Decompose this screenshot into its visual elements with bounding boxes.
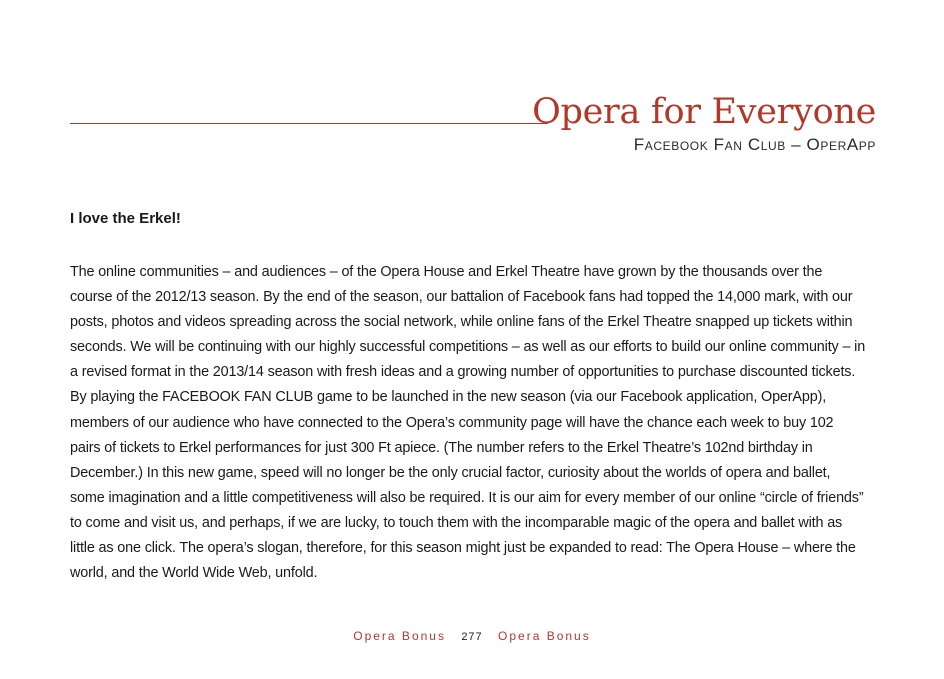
page-title: Opera for Everyone [532, 92, 876, 132]
page-footer [0, 627, 944, 646]
footer-section-right: Opera Bonus [498, 629, 591, 643]
page-number: 277 [461, 631, 483, 643]
footer-section-left: Opera Bonus [353, 629, 446, 643]
page-subtitle: Facebook Fan Club – OperApp [633, 135, 876, 154]
article-body: The online communities – and audiences – of the Opera House and Erkel Theatre have grown by the thousands over the course of the 2012/13 season. By the end of the season, our battalion of Facebook fans had topped the 14,000 mark, with our posts, photos and videos spreading across the social network, while online fans of the Erkel Theatre snapped up tickets within seconds. We will be continuing with our highly successful competitions – as well as our efforts to build our online community – in a revised format in the 2013/14 season with fresh ideas and a growing number of opportunities to purchase discounted tickets. By playing the FACEBOOK FAN CLUB game to be launched in the new season (via our Facebook application, OperApp), members of our audience who have connected to the Opera’s community page will have the chance each week to buy 102 pairs of tickets to Erkel performances for just 300 Ft apiece. (The number refers to the Erkel Theatre’s 102nd birthday in December.) In this new game, speed will no longer be the only crucial factor, curiosity about the worlds of opera and ballet, some imagination and a little competitiveness will also be required. It is our aim for every member of our online “circle of friends” to come and visit us, and perhaps, if we are lucky, to touch them with the incomparable magic of the opera and ballet with as little as one click. The opera’s slogan, therefore, for this season might just be expanded to read: The Opera House – where the world, and the World Wide Web, unfold. [70, 264, 866, 582]
title-rule [70, 123, 548, 124]
article-heading: I love the Erkel! [70, 210, 181, 227]
